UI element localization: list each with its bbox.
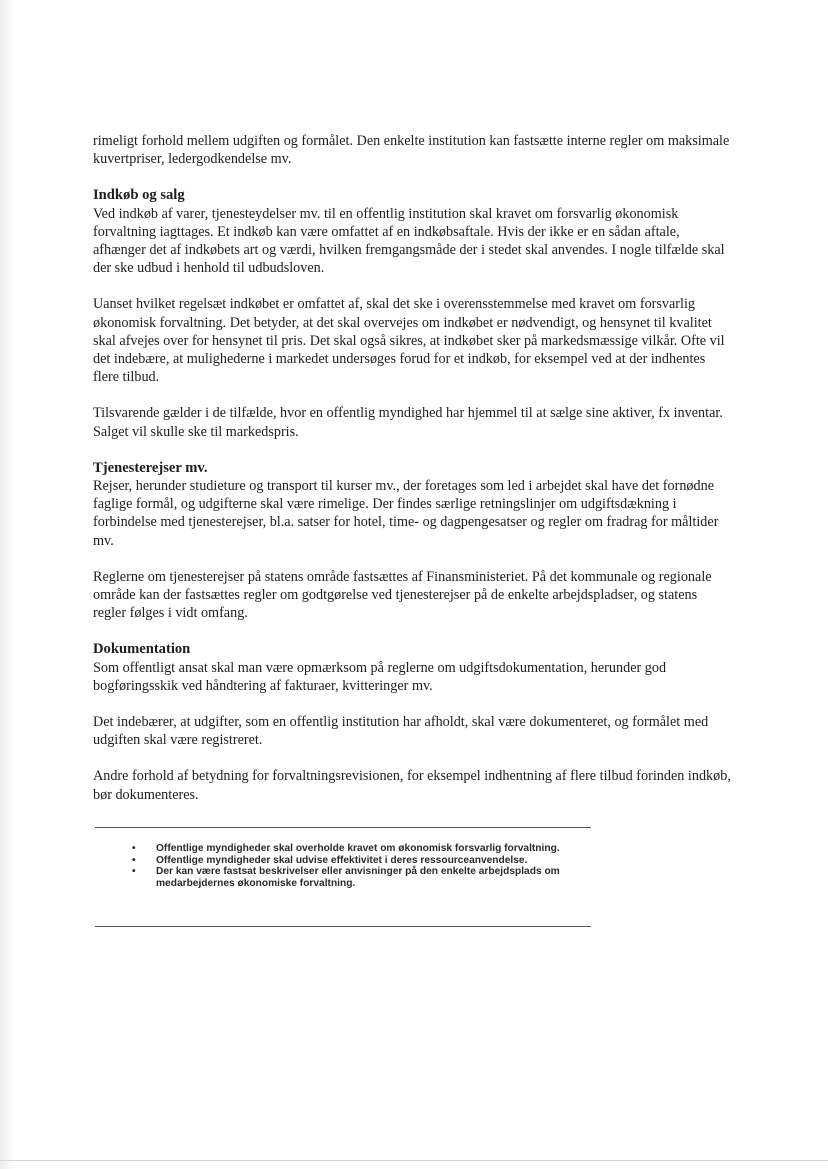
summary-box	[95, 827, 591, 927]
paragraph-intro: rimeligt forhold mellem udgiften og formålet. Den enkelte institution kan fastsætte interne regler om maksimale kuvertpriser, ledergodkendelse mv.	[93, 133, 730, 168]
paragraph-andre-forhold: Andre forhold af betydning for forvaltningsrevisionen, for eksempel indhentning af flere tilbud forinden indkøb, bør dokumenteres.	[93, 768, 731, 803]
heading-indkob-og-salg: Indkøb og salg	[93, 187, 185, 204]
heading-dokumentation: Dokumentation	[93, 641, 191, 658]
paragraph-reglerne: Reglerne om tjenesterejser på statens område fastsættes af Finansministeriet. På det kommunale og regionale område kan der fastsættes regler om godtgørelse ved tjenesterejser på de enkelte arbejdspladser, og statens regler følges i vidt omfang.	[93, 568, 712, 622]
summary-item-text: Offentlige myndigheder skal udvise effektivitet i deres ressourceanvendelse.	[156, 854, 528, 866]
paragraph-salg: Tilsvarende gælder i de tilfælde, hvor en offentlig myndighed har hjemmel til at sælge sine aktiver, fx inventar. Salget vil skulle ske til markedspris.	[93, 405, 723, 440]
summary-list	[132, 843, 572, 889]
summary-item-text: Offentlige myndigheder skal overholde kravet om økonomisk forsvarlig forvaltning.	[156, 843, 560, 854]
scan-edge-shadow	[0, 0, 14, 1169]
bullet-icon: •	[132, 854, 136, 866]
heading-tjenesterejser: Tjenesterejser mv.	[93, 459, 208, 476]
paragraph-indebaerer: Det indebærer, at udgifter, som en offentlig institution har afholdt, skal være dokumenteret, og formålet med udgiften skal være registreret.	[93, 714, 709, 749]
paragraph-udgiftsdokumentation: Som offentligt ansat skal man være opmærksom på reglerne om udgiftsdokumentation, herunder god bogføringsskik ved håndtering af fakturaer, kvitteringer mv.	[93, 659, 667, 694]
summary-item-text: Der kan være fastsat beskrivelser eller anvisninger på den enkelte arbejdsplads om medarbejdernes økonomiske forvaltning.	[156, 866, 560, 889]
summary-item	[132, 855, 572, 867]
bullet-icon: •	[132, 866, 136, 878]
paragraph-regelsaet: Uanset hvilket regelsæt indkøbet er omfattet af, skal det ske i overensstemmelse med kravet om forsvarlig økonomisk forvaltning. Det betyder, at det skal overvejes om indkøbet er nødvendigt, og hensynet til kvalitet skal afvejes over for hensynet til pris. Det skal også sikres, at indkøbet sker på markedsmæssige vilkår. Ofte vil det indebære, at mulighederne i markedet undersøges forud for et indkøb, for eksempel ved at der indhentes flere tilbud.	[93, 296, 725, 386]
page-bottom-edge	[0, 1160, 828, 1161]
summary-item	[132, 843, 572, 855]
paragraph-rejser: Rejser, herunder studieture og transport til kurser mv., der foretages som led i arbejdet skal have det fornødne faglige formål, og udgifterne skal være rimelige. Der findes særlige retningslinjer om udgiftsdækning i forbindelse med tjenesterejser, bl.a. satser for hotel, time- og dagpengesatser og regler om fradrag for måltider mv.	[93, 478, 719, 549]
paragraph-indkob: Ved indkøb af varer, tjenesteydelser mv. til en offentlig institution skal kravet om forsvarlig økonomisk forvaltning iagttages. Et indkøb kan være omfattet af en indkøbsaftale. Hvis der ikke er en sådan aftale, afhænger det af indkøbets art og værdi, hvilken fremgangsmåde der i stedet skal anvendes. I nogle tilfælde skal der ske udbud i henhold til udbudsloven.	[93, 205, 725, 277]
summary-item	[132, 866, 572, 889]
bullet-icon: •	[132, 843, 136, 854]
document-body	[93, 132, 733, 804]
